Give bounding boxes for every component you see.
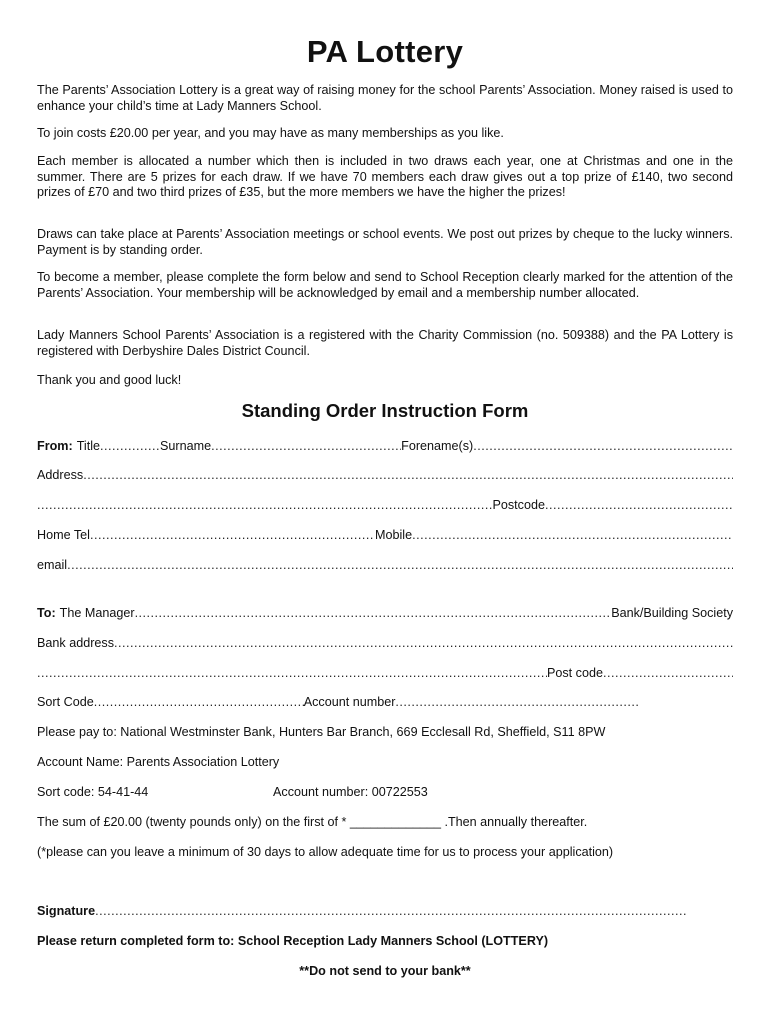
intro-paragraph: The Parents’ Association Lottery is a great way of raising money for the school Parents’ Association. Money raised is used to enhance your child’s time at Lady Manners School. xyxy=(37,83,733,113)
title-label: Title xyxy=(76,439,101,453)
address-line xyxy=(37,466,733,484)
sort-code-text: Sort code: 54-41-44 xyxy=(37,785,149,799)
postcode-field[interactable] xyxy=(545,496,733,514)
intro-paragraph: Each member is allocated a number which then is included in two draws each year, one at Christmas and one in the summer. There are 5 prizes for each draw. If we have 70 members each draw gives out a top prize of £140, two second prizes of £70 and two third prizes of £35, but the more members we have the higher the prizes! xyxy=(37,154,733,199)
sum-text: The sum of £20.00 (twenty pounds only) on the first of * _____________ .Then annually thereafter. xyxy=(37,815,588,829)
intro-paragraph: To become a member, please complete the form below and send to School Reception clearly marked for the attention of the Parents’ Association. Your membership will be acknowledged by email and a membership number allocated. xyxy=(37,270,733,300)
bank-address-label: Bank address xyxy=(37,636,115,650)
email-field[interactable] xyxy=(67,556,733,574)
sort-code-line xyxy=(37,693,733,711)
surname-label: Surname xyxy=(160,439,212,453)
title-field[interactable] xyxy=(100,437,160,455)
address-label: Address xyxy=(37,468,84,482)
intro-paragraph: Draws can take place at Parents’ Association meetings or school events. We post out prizes by cheque to the lucky winners. Payment is by standing order. xyxy=(37,227,733,257)
return-instructions: Please return completed form to: School Reception Lady Manners School (LOTTERY) xyxy=(37,934,549,948)
intro-paragraph: Thank you and good luck! xyxy=(37,373,182,387)
bank-name-field[interactable] xyxy=(135,604,612,622)
bank-address-line-2 xyxy=(37,664,733,682)
to-label: To: xyxy=(37,606,56,620)
surname-field[interactable] xyxy=(211,437,401,455)
address-field[interactable] xyxy=(83,466,733,484)
signature-line xyxy=(37,902,687,920)
signature-field[interactable] xyxy=(95,902,687,920)
home-tel-label: Home Tel xyxy=(37,528,90,542)
address-field-2[interactable] xyxy=(37,496,492,514)
bank-society-label: Bank/Building Society xyxy=(611,606,733,620)
account-name-text: Account Name: Parents Association Lottery xyxy=(37,755,280,769)
from-line xyxy=(37,437,733,455)
post-code-label: Post code xyxy=(546,666,603,680)
intro-paragraph: Lady Manners School Parents’ Association is a registered with the Charity Commission (no. 509388) and the PA Lottery is registered with Derbyshire Dales District Council. xyxy=(37,328,733,358)
from-label: From: xyxy=(37,439,73,453)
mobile-label: Mobile xyxy=(374,528,413,542)
form-heading: Standing Order Instruction Form xyxy=(241,400,529,421)
account-number-text: Account number: 00722553 xyxy=(273,785,428,799)
pay-to-text: Please pay to: National Westminster Bank, Hunters Bar Branch, 669 Ecclesall Rd, Sheffield, S11 8PW xyxy=(37,725,606,739)
bank-post-code-field[interactable] xyxy=(603,664,733,682)
account-number-label: Account number xyxy=(303,695,396,709)
bank-address-line xyxy=(37,634,733,652)
page-title: PA Lottery xyxy=(306,34,464,69)
postcode-label: Postcode xyxy=(492,498,545,512)
home-tel-field[interactable] xyxy=(90,526,375,544)
forename-field[interactable] xyxy=(473,437,733,455)
phone-line xyxy=(37,526,733,544)
to-line xyxy=(37,604,733,622)
note-text: (*please can you leave a minimum of 30 days to allow adequate time for us to process your application) xyxy=(37,845,614,859)
bank-address-field[interactable] xyxy=(114,634,733,652)
mobile-field[interactable] xyxy=(412,526,733,544)
manager-label: The Manager xyxy=(59,606,135,620)
forename-label: Forename(s) xyxy=(401,439,474,453)
bank-address-field-2[interactable] xyxy=(37,664,547,682)
sort-code-field[interactable] xyxy=(94,693,304,711)
email-line xyxy=(37,556,733,574)
sort-code-label: Sort Code xyxy=(37,695,94,709)
signature-label: Signature xyxy=(37,904,96,918)
email-label: email xyxy=(37,558,68,572)
account-number-field[interactable] xyxy=(395,693,640,711)
address-line-2 xyxy=(37,496,733,514)
intro-paragraph: To join costs £20.00 per year, and you may have as many memberships as you like. xyxy=(37,126,504,140)
bank-warning: **Do not send to your bank** xyxy=(299,964,471,978)
